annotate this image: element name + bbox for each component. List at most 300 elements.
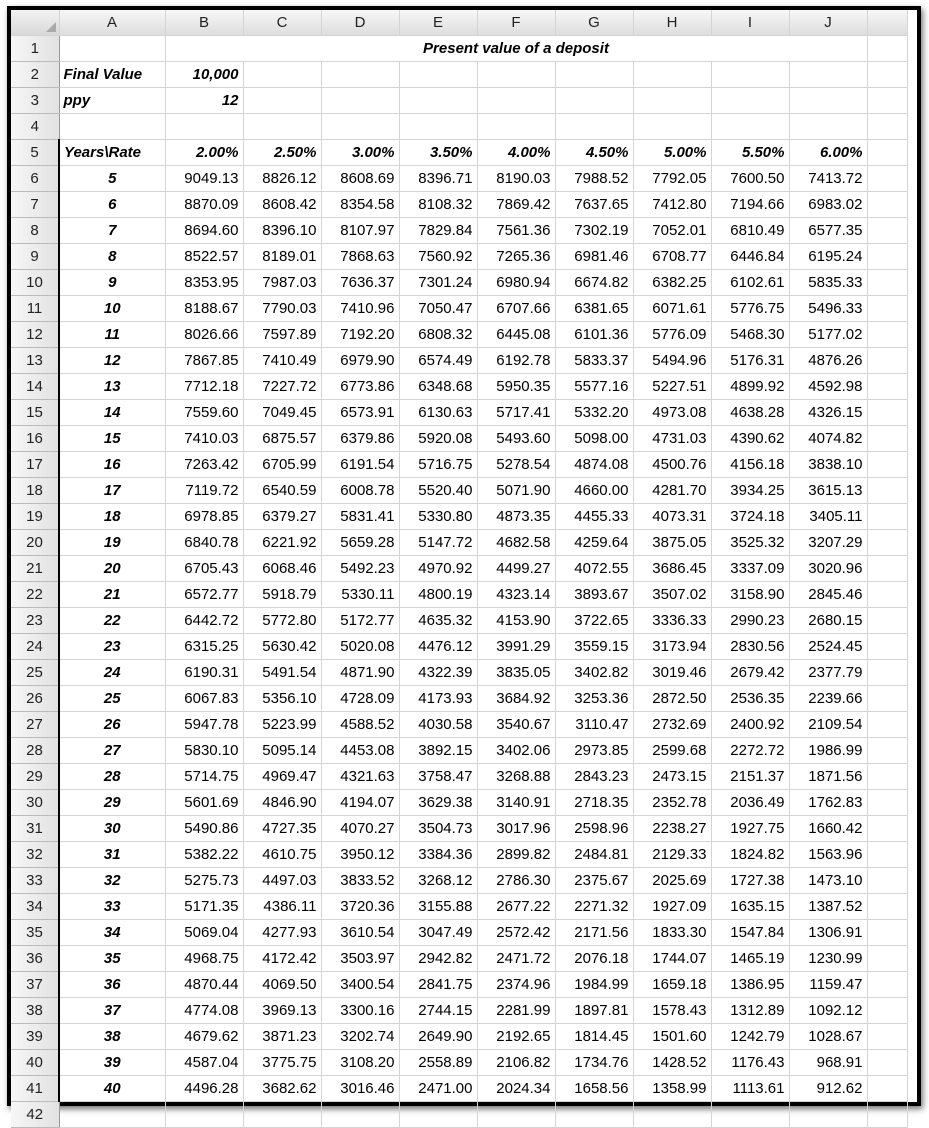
cell[interactable] bbox=[867, 374, 907, 400]
value-cell[interactable]: 2272.72 bbox=[711, 738, 789, 764]
cell[interactable] bbox=[399, 114, 477, 140]
cell[interactable] bbox=[867, 946, 907, 972]
value-cell[interactable]: 8353.95 bbox=[165, 270, 243, 296]
value-cell[interactable]: 3503.97 bbox=[321, 946, 399, 972]
row-header[interactable]: 9 bbox=[11, 244, 59, 270]
value-cell[interactable]: 7868.63 bbox=[321, 244, 399, 270]
value-cell[interactable]: 1386.95 bbox=[711, 972, 789, 998]
value-cell[interactable]: 1312.89 bbox=[711, 998, 789, 1024]
column-header-k[interactable] bbox=[867, 10, 907, 36]
value-cell[interactable]: 5630.42 bbox=[243, 634, 321, 660]
row-header[interactable]: 21 bbox=[11, 556, 59, 582]
value-cell[interactable]: 7790.03 bbox=[243, 296, 321, 322]
value-cell[interactable]: 3559.15 bbox=[555, 634, 633, 660]
cell[interactable] bbox=[867, 1076, 907, 1102]
row-header[interactable]: 25 bbox=[11, 660, 59, 686]
value-cell[interactable]: 3758.47 bbox=[399, 764, 477, 790]
value-cell[interactable]: 2271.32 bbox=[555, 894, 633, 920]
cell[interactable] bbox=[711, 88, 789, 114]
year-cell[interactable]: 7 bbox=[59, 218, 165, 244]
value-cell[interactable]: 6221.92 bbox=[243, 530, 321, 556]
value-cell[interactable]: 7867.85 bbox=[165, 348, 243, 374]
value-cell[interactable]: 5069.04 bbox=[165, 920, 243, 946]
value-cell[interactable]: 6574.49 bbox=[399, 348, 477, 374]
cell[interactable] bbox=[867, 88, 907, 114]
value-cell[interactable]: 4153.90 bbox=[477, 608, 555, 634]
value-cell[interactable]: 3336.33 bbox=[633, 608, 711, 634]
value-cell[interactable]: 7988.52 bbox=[555, 166, 633, 192]
value-cell[interactable]: 8608.42 bbox=[243, 192, 321, 218]
value-cell[interactable]: 6008.78 bbox=[321, 478, 399, 504]
rate-header[interactable]: 3.50% bbox=[399, 140, 477, 166]
value-cell[interactable]: 4499.27 bbox=[477, 556, 555, 582]
value-cell[interactable]: 8190.03 bbox=[477, 166, 555, 192]
value-cell[interactable]: 6379.86 bbox=[321, 426, 399, 452]
value-cell[interactable]: 3969.13 bbox=[243, 998, 321, 1024]
year-cell[interactable]: 39 bbox=[59, 1050, 165, 1076]
value-cell[interactable]: 3108.20 bbox=[321, 1050, 399, 1076]
year-cell[interactable]: 10 bbox=[59, 296, 165, 322]
value-cell[interactable]: 6577.35 bbox=[789, 218, 867, 244]
value-cell[interactable]: 4476.12 bbox=[399, 634, 477, 660]
value-cell[interactable]: 4874.08 bbox=[555, 452, 633, 478]
row-header[interactable]: 7 bbox=[11, 192, 59, 218]
value-cell[interactable]: 5332.20 bbox=[555, 400, 633, 426]
value-cell[interactable]: 4070.27 bbox=[321, 816, 399, 842]
ppy-label[interactable]: ppy bbox=[59, 88, 165, 114]
value-cell[interactable]: 6190.31 bbox=[165, 660, 243, 686]
cell[interactable] bbox=[867, 712, 907, 738]
sheet-title[interactable]: Present value of a deposit bbox=[165, 36, 867, 62]
value-cell[interactable]: 6445.08 bbox=[477, 322, 555, 348]
column-header-e[interactable]: E bbox=[399, 10, 477, 36]
cell[interactable] bbox=[867, 192, 907, 218]
value-cell[interactable]: 8826.12 bbox=[243, 166, 321, 192]
value-cell[interactable]: 3207.29 bbox=[789, 530, 867, 556]
value-cell[interactable]: 3838.10 bbox=[789, 452, 867, 478]
row-header[interactable]: 19 bbox=[11, 504, 59, 530]
value-cell[interactable]: 3934.25 bbox=[711, 478, 789, 504]
value-cell[interactable]: 2841.75 bbox=[399, 972, 477, 998]
row-header[interactable]: 30 bbox=[11, 790, 59, 816]
value-cell[interactable]: 4074.82 bbox=[789, 426, 867, 452]
value-cell[interactable]: 2558.89 bbox=[399, 1050, 477, 1076]
cell[interactable] bbox=[867, 816, 907, 842]
rate-header[interactable]: 3.00% bbox=[321, 140, 399, 166]
value-cell[interactable]: 1473.10 bbox=[789, 868, 867, 894]
value-cell[interactable]: 7263.42 bbox=[165, 452, 243, 478]
value-cell[interactable]: 5171.35 bbox=[165, 894, 243, 920]
value-cell[interactable]: 1501.60 bbox=[633, 1024, 711, 1050]
cell[interactable] bbox=[555, 88, 633, 114]
cell[interactable] bbox=[867, 556, 907, 582]
value-cell[interactable]: 5520.40 bbox=[399, 478, 477, 504]
value-cell[interactable]: 5382.22 bbox=[165, 842, 243, 868]
year-cell[interactable]: 22 bbox=[59, 608, 165, 634]
row-header[interactable]: 5 bbox=[11, 140, 59, 166]
value-cell[interactable]: 2744.15 bbox=[399, 998, 477, 1024]
value-cell[interactable]: 3507.02 bbox=[633, 582, 711, 608]
value-cell[interactable]: 5776.09 bbox=[633, 322, 711, 348]
year-cell[interactable]: 33 bbox=[59, 894, 165, 920]
cell[interactable] bbox=[867, 244, 907, 270]
value-cell[interactable]: 7792.05 bbox=[633, 166, 711, 192]
column-header-b[interactable]: B bbox=[165, 10, 243, 36]
value-cell[interactable]: 5095.14 bbox=[243, 738, 321, 764]
value-cell[interactable]: 6572.77 bbox=[165, 582, 243, 608]
value-cell[interactable]: 4496.28 bbox=[165, 1076, 243, 1102]
value-cell[interactable]: 6875.57 bbox=[243, 426, 321, 452]
value-cell[interactable]: 1563.96 bbox=[789, 842, 867, 868]
year-cell[interactable]: 24 bbox=[59, 660, 165, 686]
value-cell[interactable]: 5227.51 bbox=[633, 374, 711, 400]
value-cell[interactable]: 6101.36 bbox=[555, 322, 633, 348]
value-cell[interactable]: 6382.25 bbox=[633, 270, 711, 296]
value-cell[interactable]: 2025.69 bbox=[633, 868, 711, 894]
cell[interactable] bbox=[555, 1102, 633, 1128]
cell[interactable] bbox=[399, 62, 477, 88]
value-cell[interactable]: 6981.46 bbox=[555, 244, 633, 270]
value-cell[interactable]: 4610.75 bbox=[243, 842, 321, 868]
value-cell[interactable]: 2843.23 bbox=[555, 764, 633, 790]
row-header[interactable]: 24 bbox=[11, 634, 59, 660]
value-cell[interactable]: 5020.08 bbox=[321, 634, 399, 660]
value-cell[interactable]: 8694.60 bbox=[165, 218, 243, 244]
value-cell[interactable]: 2400.92 bbox=[711, 712, 789, 738]
value-cell[interactable]: 7302.19 bbox=[555, 218, 633, 244]
value-cell[interactable]: 3405.11 bbox=[789, 504, 867, 530]
value-cell[interactable]: 7413.72 bbox=[789, 166, 867, 192]
row-header[interactable]: 15 bbox=[11, 400, 59, 426]
value-cell[interactable]: 2679.42 bbox=[711, 660, 789, 686]
year-cell[interactable]: 5 bbox=[59, 166, 165, 192]
value-cell[interactable]: 6067.83 bbox=[165, 686, 243, 712]
year-cell[interactable]: 23 bbox=[59, 634, 165, 660]
value-cell[interactable]: 5330.11 bbox=[321, 582, 399, 608]
value-cell[interactable]: 3300.16 bbox=[321, 998, 399, 1024]
value-cell[interactable]: 4846.90 bbox=[243, 790, 321, 816]
value-cell[interactable]: 3173.94 bbox=[633, 634, 711, 660]
final-value-cell[interactable]: 10,000 bbox=[165, 62, 243, 88]
cell[interactable] bbox=[867, 218, 907, 244]
value-cell[interactable]: 4588.52 bbox=[321, 712, 399, 738]
cell[interactable] bbox=[321, 62, 399, 88]
row-header[interactable]: 13 bbox=[11, 348, 59, 374]
value-cell[interactable]: 3337.09 bbox=[711, 556, 789, 582]
value-cell[interactable]: 5490.86 bbox=[165, 816, 243, 842]
value-cell[interactable]: 6810.49 bbox=[711, 218, 789, 244]
value-cell[interactable]: 2484.81 bbox=[555, 842, 633, 868]
value-cell[interactable]: 1871.56 bbox=[789, 764, 867, 790]
value-cell[interactable]: 7412.80 bbox=[633, 192, 711, 218]
value-cell[interactable]: 2471.72 bbox=[477, 946, 555, 972]
value-cell[interactable]: 7410.49 bbox=[243, 348, 321, 374]
value-cell[interactable]: 2471.00 bbox=[399, 1076, 477, 1102]
cell[interactable] bbox=[867, 478, 907, 504]
value-cell[interactable]: 3016.46 bbox=[321, 1076, 399, 1102]
year-cell[interactable]: 32 bbox=[59, 868, 165, 894]
value-cell[interactable]: 4728.09 bbox=[321, 686, 399, 712]
value-cell[interactable]: 4497.03 bbox=[243, 868, 321, 894]
row-header[interactable]: 34 bbox=[11, 894, 59, 920]
value-cell[interactable]: 2151.37 bbox=[711, 764, 789, 790]
value-cell[interactable]: 4453.08 bbox=[321, 738, 399, 764]
value-cell[interactable]: 7410.03 bbox=[165, 426, 243, 452]
value-cell[interactable]: 4592.98 bbox=[789, 374, 867, 400]
value-cell[interactable]: 4899.92 bbox=[711, 374, 789, 400]
year-cell[interactable]: 16 bbox=[59, 452, 165, 478]
cell[interactable] bbox=[867, 582, 907, 608]
value-cell[interactable]: 1727.38 bbox=[711, 868, 789, 894]
cell[interactable] bbox=[867, 530, 907, 556]
value-cell[interactable]: 2109.54 bbox=[789, 712, 867, 738]
cell[interactable] bbox=[867, 660, 907, 686]
value-cell[interactable]: 8522.57 bbox=[165, 244, 243, 270]
cell[interactable] bbox=[867, 504, 907, 530]
value-cell[interactable]: 6983.02 bbox=[789, 192, 867, 218]
value-cell[interactable]: 4323.14 bbox=[477, 582, 555, 608]
value-cell[interactable]: 1833.30 bbox=[633, 920, 711, 946]
value-cell[interactable]: 2572.42 bbox=[477, 920, 555, 946]
row-header[interactable]: 8 bbox=[11, 218, 59, 244]
value-cell[interactable]: 3724.18 bbox=[711, 504, 789, 530]
value-cell[interactable]: 6773.86 bbox=[321, 374, 399, 400]
cell[interactable] bbox=[867, 62, 907, 88]
value-cell[interactable]: 4321.63 bbox=[321, 764, 399, 790]
value-cell[interactable]: 2239.66 bbox=[789, 686, 867, 712]
value-cell[interactable]: 7194.66 bbox=[711, 192, 789, 218]
value-cell[interactable]: 7410.96 bbox=[321, 296, 399, 322]
value-cell[interactable]: 2281.99 bbox=[477, 998, 555, 1024]
value-cell[interactable]: 4386.11 bbox=[243, 894, 321, 920]
value-cell[interactable]: 2598.96 bbox=[555, 816, 633, 842]
value-cell[interactable]: 1658.56 bbox=[555, 1076, 633, 1102]
value-cell[interactable]: 7561.36 bbox=[477, 218, 555, 244]
value-cell[interactable]: 6315.25 bbox=[165, 634, 243, 660]
cell[interactable] bbox=[399, 1102, 477, 1128]
value-cell[interactable]: 8108.32 bbox=[399, 192, 477, 218]
value-cell[interactable]: 4281.70 bbox=[633, 478, 711, 504]
value-cell[interactable]: 3893.67 bbox=[555, 582, 633, 608]
cell[interactable] bbox=[867, 998, 907, 1024]
value-cell[interactable]: 9049.13 bbox=[165, 166, 243, 192]
value-cell[interactable]: 2872.50 bbox=[633, 686, 711, 712]
cell[interactable] bbox=[867, 1102, 907, 1128]
rate-header[interactable]: 4.50% bbox=[555, 140, 633, 166]
value-cell[interactable]: 6573.91 bbox=[321, 400, 399, 426]
value-cell[interactable]: 7829.84 bbox=[399, 218, 477, 244]
value-cell[interactable]: 7637.65 bbox=[555, 192, 633, 218]
year-cell[interactable]: 18 bbox=[59, 504, 165, 530]
row-header[interactable]: 40 bbox=[11, 1050, 59, 1076]
cell[interactable] bbox=[59, 114, 165, 140]
value-cell[interactable]: 1547.84 bbox=[711, 920, 789, 946]
value-cell[interactable]: 1814.45 bbox=[555, 1024, 633, 1050]
value-cell[interactable]: 1242.79 bbox=[711, 1024, 789, 1050]
rate-header[interactable]: 4.00% bbox=[477, 140, 555, 166]
year-cell[interactable]: 21 bbox=[59, 582, 165, 608]
value-cell[interactable]: 7712.18 bbox=[165, 374, 243, 400]
cell[interactable] bbox=[867, 1024, 907, 1050]
value-cell[interactable]: 2352.78 bbox=[633, 790, 711, 816]
rate-header[interactable]: 5.50% bbox=[711, 140, 789, 166]
value-cell[interactable]: 3402.82 bbox=[555, 660, 633, 686]
year-cell[interactable]: 29 bbox=[59, 790, 165, 816]
year-cell[interactable]: 9 bbox=[59, 270, 165, 296]
value-cell[interactable]: 1927.09 bbox=[633, 894, 711, 920]
cell[interactable] bbox=[867, 322, 907, 348]
value-cell[interactable]: 4277.93 bbox=[243, 920, 321, 946]
cell[interactable] bbox=[243, 88, 321, 114]
value-cell[interactable]: 1659.18 bbox=[633, 972, 711, 998]
value-cell[interactable]: 4727.35 bbox=[243, 816, 321, 842]
row-header[interactable]: 29 bbox=[11, 764, 59, 790]
cell[interactable] bbox=[867, 686, 907, 712]
cell[interactable] bbox=[867, 296, 907, 322]
value-cell[interactable]: 3833.52 bbox=[321, 868, 399, 894]
value-cell[interactable]: 5177.02 bbox=[789, 322, 867, 348]
value-cell[interactable]: 5830.10 bbox=[165, 738, 243, 764]
value-cell[interactable]: 3871.23 bbox=[243, 1024, 321, 1050]
value-cell[interactable]: 1897.81 bbox=[555, 998, 633, 1024]
value-cell[interactable]: 2973.85 bbox=[555, 738, 633, 764]
row-header[interactable]: 33 bbox=[11, 868, 59, 894]
value-cell[interactable]: 1578.43 bbox=[633, 998, 711, 1024]
cell[interactable] bbox=[477, 62, 555, 88]
value-cell[interactable]: 2192.65 bbox=[477, 1024, 555, 1050]
value-cell[interactable]: 2238.27 bbox=[633, 816, 711, 842]
value-cell[interactable]: 4259.64 bbox=[555, 530, 633, 556]
value-cell[interactable]: 7987.03 bbox=[243, 270, 321, 296]
column-header-f[interactable]: F bbox=[477, 10, 555, 36]
value-cell[interactable]: 8189.01 bbox=[243, 244, 321, 270]
row-header[interactable]: 38 bbox=[11, 998, 59, 1024]
year-cell[interactable]: 15 bbox=[59, 426, 165, 452]
cell[interactable] bbox=[633, 88, 711, 114]
year-cell[interactable]: 31 bbox=[59, 842, 165, 868]
value-cell[interactable]: 3020.96 bbox=[789, 556, 867, 582]
value-cell[interactable]: 3017.96 bbox=[477, 816, 555, 842]
value-cell[interactable]: 7192.20 bbox=[321, 322, 399, 348]
value-cell[interactable]: 1230.99 bbox=[789, 946, 867, 972]
value-cell[interactable]: 2524.45 bbox=[789, 634, 867, 660]
value-cell[interactable]: 5920.08 bbox=[399, 426, 477, 452]
value-cell[interactable]: 4455.33 bbox=[555, 504, 633, 530]
value-cell[interactable]: 2375.67 bbox=[555, 868, 633, 894]
value-cell[interactable]: 6442.72 bbox=[165, 608, 243, 634]
cell[interactable] bbox=[477, 1102, 555, 1128]
cell[interactable] bbox=[867, 894, 907, 920]
value-cell[interactable]: 2106.82 bbox=[477, 1050, 555, 1076]
value-cell[interactable]: 5147.72 bbox=[399, 530, 477, 556]
year-cell[interactable]: 17 bbox=[59, 478, 165, 504]
value-cell[interactable]: 6980.94 bbox=[477, 270, 555, 296]
cell[interactable] bbox=[399, 88, 477, 114]
value-cell[interactable]: 6192.78 bbox=[477, 348, 555, 374]
value-cell[interactable]: 4322.39 bbox=[399, 660, 477, 686]
value-cell[interactable]: 5772.80 bbox=[243, 608, 321, 634]
value-cell[interactable]: 1387.52 bbox=[789, 894, 867, 920]
value-cell[interactable]: 968.91 bbox=[789, 1050, 867, 1076]
value-cell[interactable]: 6381.65 bbox=[555, 296, 633, 322]
value-cell[interactable]: 2536.35 bbox=[711, 686, 789, 712]
cell[interactable] bbox=[867, 634, 907, 660]
cell[interactable] bbox=[789, 88, 867, 114]
value-cell[interactable]: 4173.93 bbox=[399, 686, 477, 712]
value-cell[interactable]: 1358.99 bbox=[633, 1076, 711, 1102]
value-cell[interactable]: 4873.35 bbox=[477, 504, 555, 530]
row-header[interactable]: 42 bbox=[11, 1102, 59, 1128]
value-cell[interactable]: 912.62 bbox=[789, 1076, 867, 1102]
value-cell[interactable]: 1984.99 bbox=[555, 972, 633, 998]
year-cell[interactable]: 30 bbox=[59, 816, 165, 842]
cell[interactable] bbox=[867, 36, 907, 62]
value-cell[interactable]: 3540.67 bbox=[477, 712, 555, 738]
year-cell[interactable]: 20 bbox=[59, 556, 165, 582]
value-cell[interactable]: 5278.54 bbox=[477, 452, 555, 478]
year-cell[interactable]: 35 bbox=[59, 946, 165, 972]
value-cell[interactable]: 2845.46 bbox=[789, 582, 867, 608]
cell[interactable] bbox=[867, 764, 907, 790]
value-cell[interactable]: 5493.60 bbox=[477, 426, 555, 452]
row-header[interactable]: 11 bbox=[11, 296, 59, 322]
column-header-c[interactable]: C bbox=[243, 10, 321, 36]
column-header-d[interactable]: D bbox=[321, 10, 399, 36]
value-cell[interactable]: 4968.75 bbox=[165, 946, 243, 972]
value-cell[interactable]: 4500.76 bbox=[633, 452, 711, 478]
year-cell[interactable]: 34 bbox=[59, 920, 165, 946]
value-cell[interactable]: 5176.31 bbox=[711, 348, 789, 374]
value-cell[interactable]: 2990.23 bbox=[711, 608, 789, 634]
value-cell[interactable]: 5717.41 bbox=[477, 400, 555, 426]
cell[interactable] bbox=[165, 114, 243, 140]
value-cell[interactable]: 4870.44 bbox=[165, 972, 243, 998]
value-cell[interactable]: 8396.10 bbox=[243, 218, 321, 244]
row-header[interactable]: 27 bbox=[11, 712, 59, 738]
cell[interactable] bbox=[867, 140, 907, 166]
year-cell[interactable]: 26 bbox=[59, 712, 165, 738]
row-header[interactable]: 28 bbox=[11, 738, 59, 764]
value-cell[interactable]: 1428.52 bbox=[633, 1050, 711, 1076]
value-cell[interactable]: 8396.71 bbox=[399, 166, 477, 192]
row-header[interactable]: 3 bbox=[11, 88, 59, 114]
value-cell[interactable]: 7265.36 bbox=[477, 244, 555, 270]
column-header-i[interactable]: I bbox=[711, 10, 789, 36]
row-header[interactable]: 10 bbox=[11, 270, 59, 296]
value-cell[interactable]: 7560.92 bbox=[399, 244, 477, 270]
value-cell[interactable]: 8188.67 bbox=[165, 296, 243, 322]
value-cell[interactable]: 2830.56 bbox=[711, 634, 789, 660]
value-cell[interactable]: 5577.16 bbox=[555, 374, 633, 400]
rate-header[interactable]: 6.00% bbox=[789, 140, 867, 166]
value-cell[interactable]: 2171.56 bbox=[555, 920, 633, 946]
value-cell[interactable]: 5947.78 bbox=[165, 712, 243, 738]
value-cell[interactable]: 5601.69 bbox=[165, 790, 243, 816]
value-cell[interactable]: 1028.67 bbox=[789, 1024, 867, 1050]
value-cell[interactable]: 3504.73 bbox=[399, 816, 477, 842]
value-cell[interactable]: 1635.15 bbox=[711, 894, 789, 920]
value-cell[interactable]: 4774.08 bbox=[165, 998, 243, 1024]
cell[interactable] bbox=[867, 452, 907, 478]
value-cell[interactable]: 2599.68 bbox=[633, 738, 711, 764]
value-cell[interactable]: 3722.65 bbox=[555, 608, 633, 634]
rate-header[interactable]: 2.00% bbox=[165, 140, 243, 166]
value-cell[interactable]: 7052.01 bbox=[633, 218, 711, 244]
value-cell[interactable]: 4635.32 bbox=[399, 608, 477, 634]
value-cell[interactable]: 3155.88 bbox=[399, 894, 477, 920]
value-cell[interactable]: 4390.62 bbox=[711, 426, 789, 452]
value-cell[interactable]: 3610.54 bbox=[321, 920, 399, 946]
